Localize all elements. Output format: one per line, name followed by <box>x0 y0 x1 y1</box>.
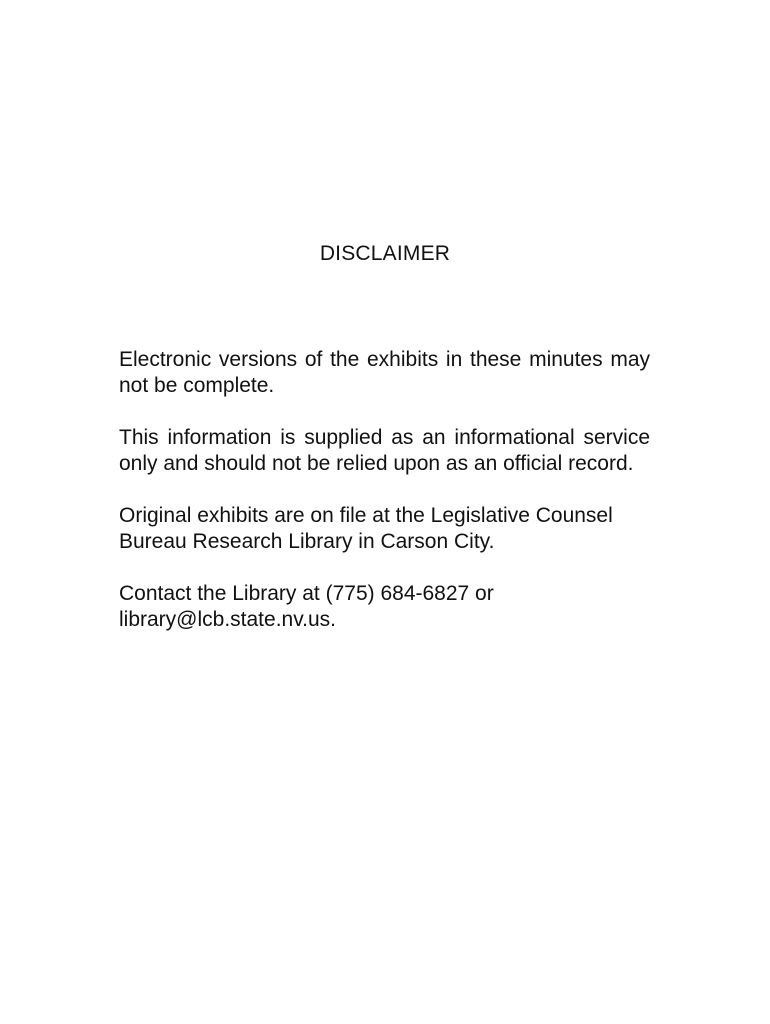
paragraph-original-exhibits: Original exhibits are on file at the Legislative Counsel Bureau Research Library in Carson City. <box>119 504 613 553</box>
disclaimer-title: DISCLAIMER <box>319 242 451 265</box>
disclaimer-body <box>119 347 650 659</box>
paragraph-electronic-versions: Electronic versions of the exhibits in these minutes may not be complete. <box>119 348 650 397</box>
paragraph-informational-service: This information is supplied as an informational service only and should not be relied upon as an official record. <box>119 426 650 475</box>
paragraph-contact-library: Contact the Library at (775) 684-6827 or library@lcb.state.nv.us. <box>119 582 494 631</box>
